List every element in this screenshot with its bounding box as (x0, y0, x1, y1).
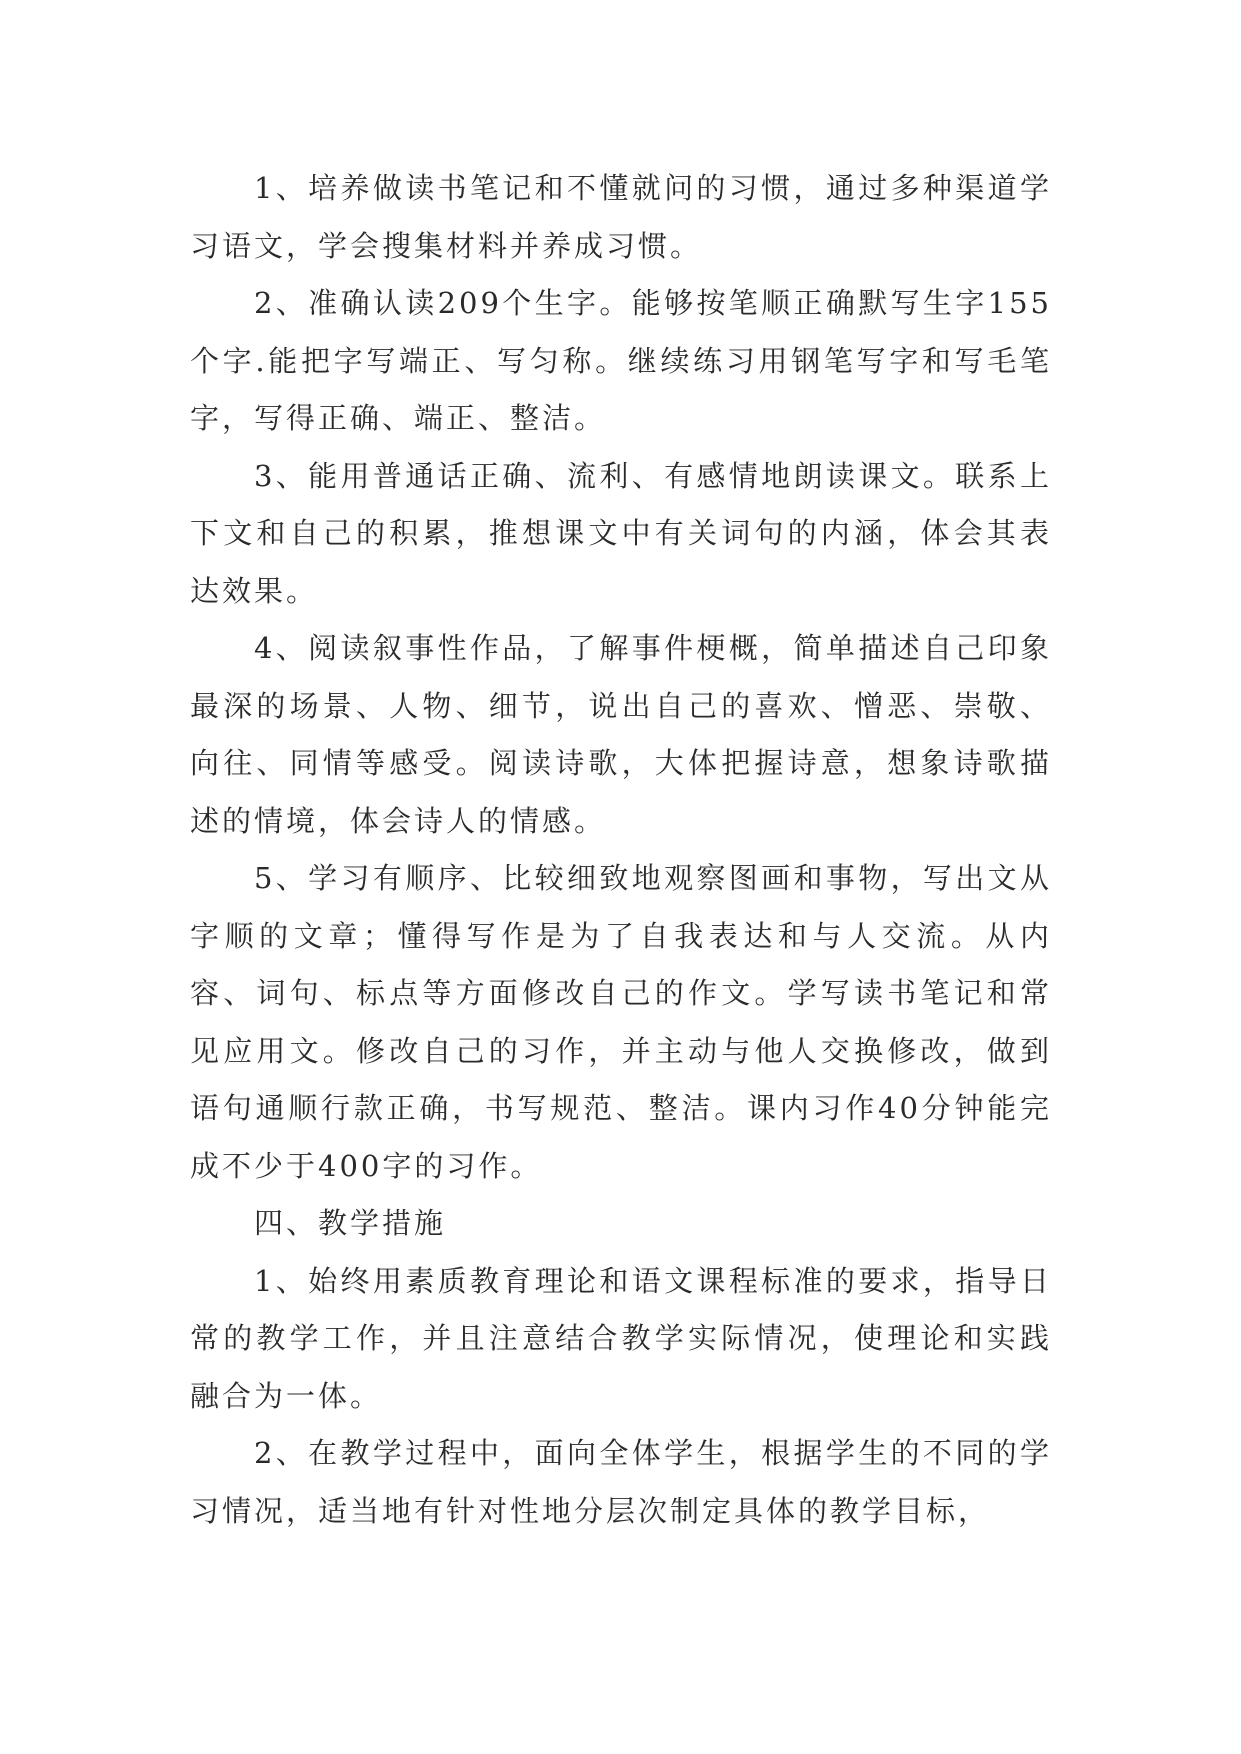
document-body (190, 160, 1052, 1540)
paragraph-goal-2: 2、准确认读209个生字。能够按笔顺正确默写生字155个字.能把字写端正、写匀称。继续练习用钢笔写字和写毛笔字，写得正确、端正、整洁。 (190, 286, 1052, 435)
paragraph-measure-2: 2、在教学过程中，面向全体学生，根据学生的不同的学习情况，适当地有针对性地分层次制定具体的教学目标， (190, 1436, 1052, 1528)
section-heading-teaching-measures: 四、教学措施 (254, 1206, 447, 1240)
paragraph-goal-3: 3、能用普通话正确、流利、有感情地朗读课文。联系上下文和自己的积累，推想课文中有关词句的内涵，体会其表达效果。 (190, 458, 1052, 608)
paragraph-goal-4: 4、阅读叙事性作品，了解事件梗概，简单描述自己印象最深的场景、人物、细节，说出自己的喜欢、憎恶、崇敬、向往、同情等感受。阅读诗歌，大体把握诗意，想象诗歌描述的情境，体会诗人的情感。 (190, 631, 1052, 838)
paragraph-goal-1: 1、培养做读书笔记和不懂就问的习惯，通过多种渠道学习语文，学会搜集材料并养成习惯。 (190, 171, 1052, 263)
paragraph-measure-1: 1、始终用素质教育理论和语文课程标准的要求，指导日常的教学工作，并且注意结合教学实际情况，使理论和实践融合为一体。 (190, 1263, 1052, 1413)
paragraph-goal-5: 5、学习有顺序、比较细致地观察图画和事物，写出文从字顺的文章；懂得写作是为了自我表达和与人交流。从内容、词句、标点等方面修改自己的作文。学写读书笔记和常见应用文。修改自己的习作，并主动与他人交换修改，做到语句通顺行款正确，书写规范、整洁。课内习作40分钟能完成不少于400字的习作。 (190, 861, 1052, 1183)
